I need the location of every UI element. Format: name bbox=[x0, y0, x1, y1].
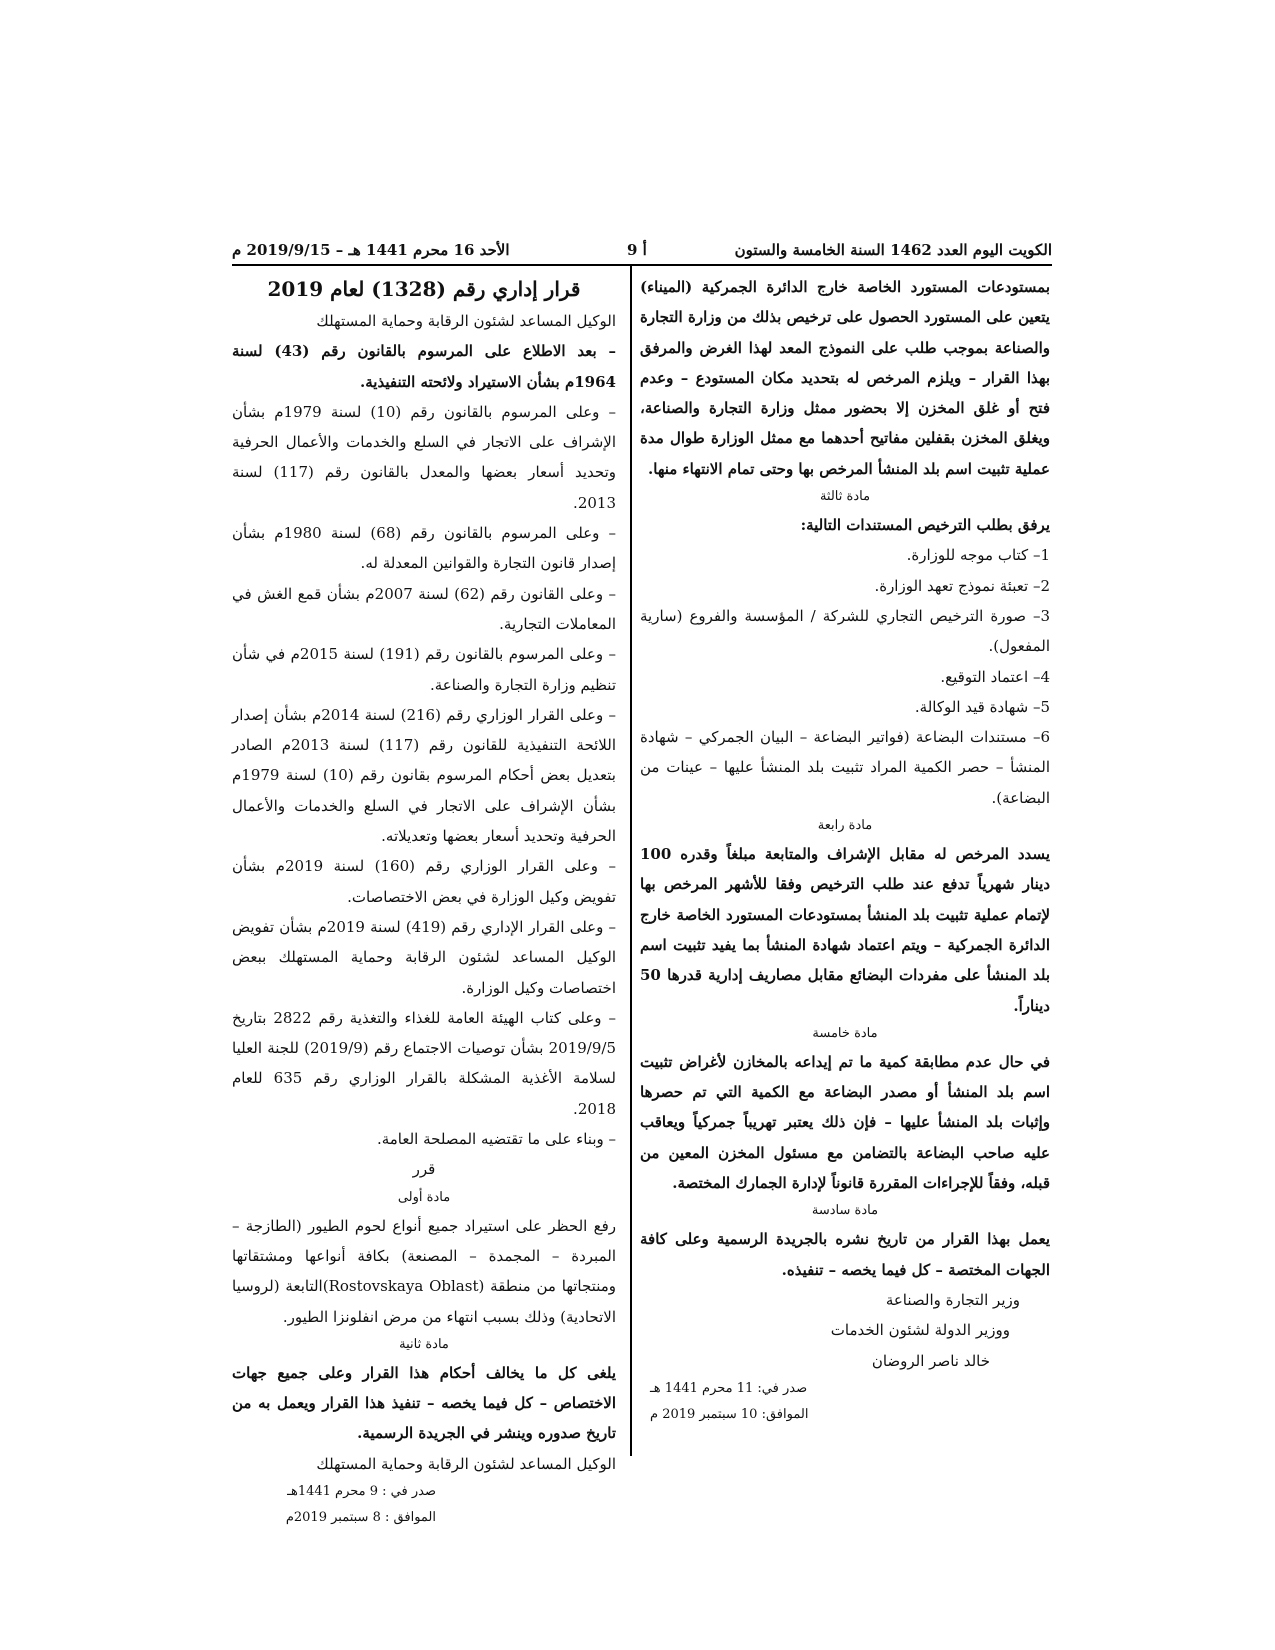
list-item: 6– مستندات البضاعة (فواتير البضاعة – البيان الجمركي – شهادة المنشأ – حصر الكمية المراد تثبيت بلد المنشأ عليها – عينات من البضاعة). bbox=[640, 728, 1050, 807]
article6-heading: مادة سادسة bbox=[811, 1203, 879, 1219]
article2-continuation: بمستودعات المستورد الخاصة خارج الدائرة الجمركية (الميناء) يتعين على المستورد الحصول على ترخيص بذلك من وزارة التجارة والصناعة بموجب طلب على النموذج المعد لهذا الغرض والمرفق بهذا القرار – ويلزم المرخص له بتحديد مكان المستودع – وعدم فتح أو غلق المخزن إلا بحضور ممثل وزارة التجارة والصناعة، ويغلق المخزن بقفلين مفاتيح أحدهما مع ممثل الوزارة طوال مدة عملية تثبيت اسم بلد المنشأ المرخص بها وحتى تمام الانتهاء منها. bbox=[640, 278, 1050, 478]
signatory-title-1: وزير التجارة والصناعة bbox=[885, 1290, 1020, 1309]
article5-text: في حال عدم مطابقة كمية ما تم إيداعه بالمخازن لأغراض تثبيت اسم بلد المنشأ أو مصدر البضاعة مع الكمية التي تم حصرها وإثبات بلد المنشأ عليها – فإن ذلك يعتبر تهريباً جمركياً ويعاقب عليه صاحب البضاعة بالتضامن مع مسئول المخزن المعين من قبله، وفقاً للإجراءات المقررة قانوناً لإدارة الجمارك المختصة. bbox=[640, 1052, 1050, 1193]
article3-intro: يرفق بطلب الترخيص المستندات التالية: bbox=[800, 516, 1050, 535]
article4-heading: مادة رابعة bbox=[817, 818, 873, 834]
decided-heading: قرر bbox=[412, 1160, 436, 1179]
right-column bbox=[640, 272, 1050, 1428]
issuer-line: الوكيل المساعد لشئون الرقابة وحماية المستهلك bbox=[316, 312, 616, 330]
article3-heading: مادة ثالثة bbox=[819, 489, 871, 505]
signatory: الوكيل المساعد لشئون الرقابة وحماية المستهلك bbox=[316, 1454, 616, 1473]
header-publication: الكويت اليوم العدد 1462 السنة الخامسة والستون bbox=[734, 241, 1052, 259]
signatory-name: خالد ناصر الروضان bbox=[871, 1351, 990, 1370]
column-divider bbox=[630, 266, 632, 1456]
article1-text: رفع الحظر على استيراد جميع أنواع لحوم الطيور (الطازجة – المبردة – المجمدة – المصنعة) بكافة أنواعها ومشتقاتها ومنتجاتها من منطقة (Rostovskaya Oblast)التابعة (لروسيا الاتحادية) وذلك بسبب انتهاء من مرض انفلونزا الطيور. bbox=[232, 1216, 617, 1326]
article5-heading: مادة خامسة bbox=[812, 1025, 878, 1041]
list-item: 2– تعبئة نموذج تعهد الوزارة. bbox=[874, 576, 1050, 595]
issue-date-hijri: صدر في : 9 محرم 1441هـ bbox=[287, 1483, 436, 1499]
list-item: 3– صورة الترخيص التجاري للشركة / المؤسسة والفروع (سارية المفعول). bbox=[640, 606, 1050, 656]
issue-date-gregorian: الموافق : 8 سبتمبر 2019م bbox=[285, 1509, 436, 1525]
preamble-item: – وعلى كتاب الهيئة العامة للغذاء والتغذية رقم 2822 بتاريخ 2019/9/5 بشأن توصيات الاجتماع رقم (2019/9) للجنة العليا لسلامة الأغذية المشكلة بالقرار الوزاري رقم 635 للعام 2018. bbox=[232, 1008, 616, 1118]
list-item: 1– كتاب موجه للوزارة. bbox=[906, 546, 1050, 565]
article1-heading: مادة أولى bbox=[397, 1189, 451, 1205]
preamble-item: – وعلى القرار الوزاري رقم (216) لسنة 2014م بشأن إصدار اللائحة التنفيذية للقانون رقم (117) لسنة 2013م الصادر بتعديل بعض أحكام المرسوم بقانون رقم (10) لسنة 1979م بشأن الإشراف على الاتجار في السلع والخدمات والأعمال الحرفية وتحديد أسعار بعضها وتعديلاته. bbox=[232, 705, 616, 846]
preamble-item: – وعلى المرسوم بالقانون رقم (68) لسنة 1980م بشأن إصدار قانون التجارة والقوانين المعدلة له. bbox=[232, 524, 616, 573]
preamble-item: – وبناء على ما تقتضيه المصلحة العامة. bbox=[376, 1130, 616, 1149]
left-column bbox=[232, 272, 616, 1531]
article2-heading: مادة ثانية bbox=[399, 1336, 449, 1352]
article6-text: يعمل بهذا القرار من تاريخ نشره بالجريدة الرسمية وعلى كافة الجهات المختصة – كل فيما يخصه – تنفيذه. bbox=[640, 1230, 1050, 1279]
issue-date-hijri: صدر في: 11 محرم 1441 هـ bbox=[650, 1380, 808, 1396]
list-item: 4– اعتماد التوقيع. bbox=[940, 667, 1050, 686]
signatory-title-2: ووزير الدولة لشئون الخدمات bbox=[830, 1321, 1010, 1340]
article2-text: يلغى كل ما يخالف أحكام هذا القرار وعلى جميع جهات الاختصاص – كل فيما يخصه – تنفيذ هذا القرار ويعمل به من تاريخ صدوره وينشر في الجريدة الرسمية. bbox=[232, 1363, 616, 1443]
list-item: 5– شهادة قيد الوكالة. bbox=[914, 697, 1050, 716]
preamble-item: – وعلى القرار الوزاري رقم (160) لسنة 2019م بشأن تفويض وكيل الوزارة في بعض الاختصاصات. bbox=[232, 857, 616, 906]
preamble-item: – وعلى القرار الإداري رقم (419) لسنة 2019م بشأن تفويض الوكيل المساعد لشئون الرقابة وحماية المستهلك ببعض اختصاصات وكيل الوزارة. bbox=[232, 917, 616, 997]
header-rule bbox=[232, 264, 1052, 266]
preamble-item: – وعلى المرسوم بالقانون رقم (10) لسنة 1979م بشأن الإشراف على الاتجار في السلع والخدمات والأعمال الحرفية وتحديد أسعار بعضها والمعدل بالقانون رقم (117) لسنة 2013. bbox=[232, 402, 616, 512]
decision-title: قرار إداري رقم (1328) لعام 2019 bbox=[267, 277, 581, 301]
preamble-item: – وعلى المرسوم بالقانون رقم (191) لسنة 2015م في شأن تنظيم وزارة التجارة والصناعة. bbox=[232, 645, 616, 694]
page-header bbox=[232, 236, 1052, 264]
header-page-number: أ 9 bbox=[627, 241, 647, 259]
issue-date-gregorian: الموافق: 10 سبتمبر 2019 م bbox=[650, 1406, 809, 1422]
preamble-item: – بعد الاطلاع على المرسوم بالقانون رقم (43) لسنة 1964م بشأن الاستيراد ولائحته التنفيذية. bbox=[232, 342, 616, 391]
preamble-item: – وعلى القانون رقم (62) لسنة 2007م بشأن قمع الغش في المعاملات التجارية. bbox=[232, 584, 616, 633]
header-date: الأحد 16 محرم 1441 هـ – 2019/9/15 م bbox=[232, 241, 510, 259]
article4-text: يسدد المرخص له مقابل الإشراف والمتابعة مبلغاً وقدره 100 دينار شهرياً تدفع عند طلب الترخيص وفقا للأشهر المرخص بها لإتمام عملية تثبيت بلد المنشأ بمستودعات المستورد الخاصة خارج الدائرة الجمركية – ويتم اعتماد شهادة المنشأ بما يفيد تثبيت اسم بلد المنشأ على مفردات البضائع مقابل مصاريف إدارية قدرها 50 ديناراً. bbox=[640, 845, 1050, 1015]
